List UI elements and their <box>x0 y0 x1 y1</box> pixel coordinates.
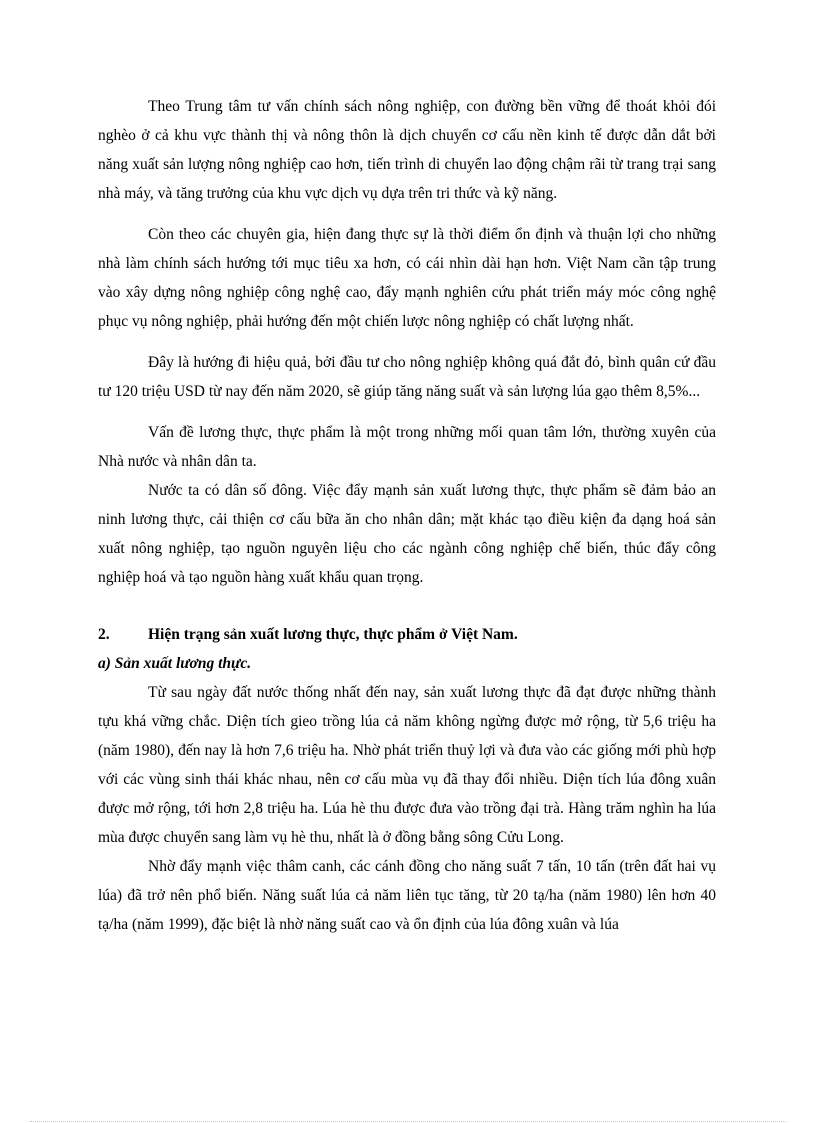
paragraph: Vấn đề lương thực, thực phẩm là một trong những mối quan tâm lớn, thường xuyên của Nhà nước và nhân dân ta. <box>98 424 716 470</box>
paragraph: Nhờ đẩy mạnh việc thâm canh, các cánh đồng cho năng suất 7 tấn, 10 tấn (trên đất hai vụ lúa) đã trở nên phổ biến. Năng suất lúa cả năm liên tục tăng, từ 20 tạ/ha (năm 1980) lên hơn 40 tạ/ha (năm 1999), đặc biệt là nhờ năng suất cao và ổn định của lúa đông xuân và lúa <box>98 858 716 933</box>
document-body <box>98 92 716 939</box>
page-bottom-divider <box>30 1121 786 1122</box>
paragraph: Theo Trung tâm tư vấn chính sách nông nghiệp, con đường bền vững để thoát khỏi đói nghèo ở cả khu vực thành thị và nông thôn là dịch chuyển cơ cấu nền kinh tế được dẫn dắt bởi năng xuất sản lượng nông nghiệp cao hơn, tiến trình di chuyển lao động chậm rãi từ trang trại sang nhà máy, và tăng trưởng của khu vực dịch vụ dựa trên tri thức và kỹ năng. <box>98 98 716 202</box>
section-title: Hiện trạng sản xuất lương thực, thực phẩm ở Việt Nam. <box>148 626 518 643</box>
paragraph: Từ sau ngày đất nước thống nhất đến nay, sản xuất lương thực đã đạt được những thành tựu khá vững chắc. Diện tích gieo trồng lúa cả năm không ngừng được mở rộng, từ 5,6 triệu ha (năm 1980), đến nay là hơn 7,6 triệu ha. Nhờ phát triển thuỷ lợi và đưa vào các giống mới phù hợp với các vùng sinh thái khác nhau, nên cơ cấu mùa vụ đã thay đổi nhiều. Diện tích lúa đông xuân được mở rộng, tới hơn 2,8 triệu ha. Lúa hè thu được đưa vào trồng đại trà. Hàng trăm nghìn ha lúa mùa được chuyển sang làm vụ hè thu, nhất là ở đồng bằng sông Cửu Long. <box>98 684 716 846</box>
section-heading <box>98 620 716 649</box>
paragraph: Nước ta có dân số đông. Việc đẩy mạnh sản xuất lương thực, thực phẩm sẽ đảm bảo an ninh lương thực, cải thiện cơ cấu bữa ăn cho nhân dân; mặt khác tạo điều kiện đa dạng hoá sản xuất nông nghiệp, tạo nguồn nguyên liệu cho các ngành công nghiệp chế biến, thúc đẩy công nghiệp hoá và tạo nguồn hàng xuất khẩu quan trọng. <box>98 482 716 586</box>
subsection-heading: a) Sản xuất lương thực. <box>98 655 252 672</box>
paragraph: Đây là hướng đi hiệu quả, bởi đầu tư cho nông nghiệp không quá đắt đỏ, bình quân cứ đầu tư 120 triệu USD từ nay đến năm 2020, sẽ giúp tăng năng suất và sản lượng lúa gạo thêm 8,5%... <box>98 354 716 400</box>
paragraph: Còn theo các chuyên gia, hiện đang thực sự là thời điểm ổn định và thuận lợi cho những nhà làm chính sách hướng tới mục tiêu xa hơn, có cái nhìn dài hạn hơn. Việt Nam cần tập trung vào xây dựng nông nghiệp công nghệ cao, đẩy mạnh nghiên cứu phát triển máy móc công nghệ phục vụ nông nghiệp, phải hướng đến một chiến lược nông nghiệp có chất lượng nhất. <box>98 226 716 330</box>
section-number: 2. <box>98 626 110 643</box>
